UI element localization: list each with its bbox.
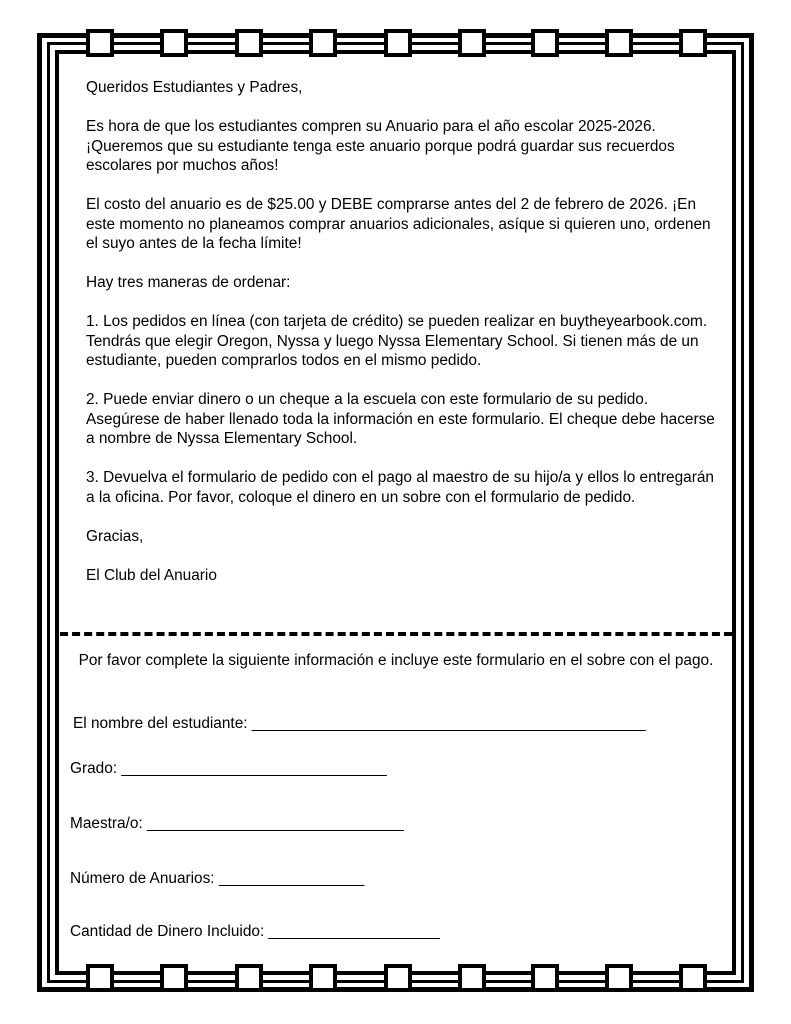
- amount-included-field[interactable]: Cantidad de Dinero Incluido: ____________________: [70, 923, 440, 940]
- border-square: [309, 964, 337, 992]
- student-name-field[interactable]: El nombre del estudiante: ______________________________________________: [73, 715, 646, 732]
- border-square: [679, 29, 707, 57]
- letter-signature: El Club del Anuario: [86, 566, 217, 584]
- border-square: [531, 29, 559, 57]
- letter-option-teacher: 3. Devuelva el formulario de pedido con el pago al maestro de su hijo/a y ellos lo entregarán a la oficina. Por favor, coloque el dinero en un sobre con el formulario de pedido.: [86, 469, 714, 506]
- letter-option-online: 1. Los pedidos en línea (con tarjeta de crédito) se pueden realizar en buytheyearbook.com. Tendrás que elegir Oregon, Nyssa y luego Nyssa Elementary School. Si tienen más de un estudiante, pueden comprarlos todos en el mismo pedido.: [86, 313, 708, 369]
- letter-paragraph-intro: Es hora de que los estudiantes compren su Anuario para el año escolar 2025-2026. ¡Queremos que su estudiante tenga este anuario porque podrá guardar sus recuerdos escolares por muchos años!: [86, 118, 675, 174]
- teacher-field[interactable]: Maestra/o: ______________________________: [70, 815, 404, 832]
- border-square: [160, 29, 188, 57]
- form-instructions: Por favor complete la siguiente información e incluye este formulario en el sobre con el pago.: [78, 652, 714, 669]
- border-square: [679, 964, 707, 992]
- border-square: [458, 29, 486, 57]
- yearbook-count-field[interactable]: Número de Anuarios: _________________: [70, 870, 365, 887]
- border-square: [235, 964, 263, 992]
- cut-line-divider: [60, 632, 732, 636]
- border-square: [160, 964, 188, 992]
- border-square: [86, 964, 114, 992]
- letter-closing: Gracias,: [86, 527, 144, 545]
- grade-field[interactable]: Grado: _______________________________: [70, 760, 387, 777]
- border-square: [605, 29, 633, 57]
- letter-greeting: Queridos Estudiantes y Padres,: [86, 79, 303, 96]
- border-square: [605, 964, 633, 992]
- border-square: [86, 29, 114, 57]
- letter-body: [86, 78, 716, 605]
- letter-option-check: 2. Puede enviar dinero o un cheque a la escuela con este formulario de su pedido. Asegúrese de haber llenado toda la información en este formulario. El cheque debe hacerse a nombre de Nyssa Elementary School.: [86, 391, 715, 447]
- border-square: [235, 29, 263, 57]
- letter-paragraph-cost: El costo del anuario es de $25.00 y DEBE comprarse antes del 2 de febrero de 2026. ¡En este momento no planeamos comprar anuarios adicionales, asíque si quieren uno, ordenen el suyo antes de la fecha límite!: [86, 196, 711, 252]
- letter-paragraph-ways: Hay tres maneras de ordenar:: [86, 274, 291, 291]
- border-square: [531, 964, 559, 992]
- border-square: [309, 29, 337, 57]
- border-square: [458, 964, 486, 992]
- border-square: [384, 29, 412, 57]
- border-square: [384, 964, 412, 992]
